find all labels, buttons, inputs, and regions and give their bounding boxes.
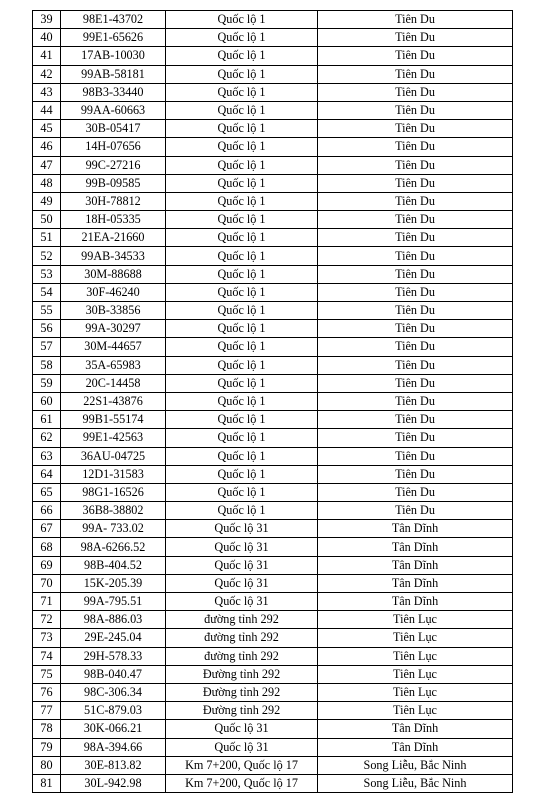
road-cell: Quốc lộ 31: [166, 574, 318, 592]
table-row: [33, 283, 513, 301]
road-cell: Quốc lộ 1: [166, 47, 318, 65]
table-row: [33, 211, 513, 229]
road-cell: Quốc lộ 1: [166, 174, 318, 192]
road-cell: Quốc lộ 1: [166, 138, 318, 156]
license-plate-cell: 99AB-34533: [61, 247, 166, 265]
table-row: [33, 101, 513, 119]
row-number-cell: 67: [33, 520, 61, 538]
road-cell: Quốc lộ 1: [166, 11, 318, 29]
row-number-cell: 77: [33, 702, 61, 720]
license-plate-cell: 30K-066.21: [61, 720, 166, 738]
table-row: [33, 629, 513, 647]
location-cell: Tiên Du: [318, 483, 513, 501]
road-cell: Quốc lộ 1: [166, 283, 318, 301]
table-row: [33, 756, 513, 774]
license-plate-cell: 30H-78812: [61, 192, 166, 210]
license-plate-cell: 99E1-65626: [61, 29, 166, 47]
location-cell: Tân Dĩnh: [318, 720, 513, 738]
row-number-cell: 42: [33, 65, 61, 83]
location-cell: Tiên Du: [318, 211, 513, 229]
row-number-cell: 58: [33, 356, 61, 374]
road-cell: Quốc lộ 31: [166, 593, 318, 611]
row-number-cell: 73: [33, 629, 61, 647]
table-row: [33, 429, 513, 447]
road-cell: Quốc lộ 1: [166, 302, 318, 320]
table-row: [33, 356, 513, 374]
row-number-cell: 51: [33, 229, 61, 247]
location-cell: Tiên Du: [318, 65, 513, 83]
location-cell: Tiên Du: [318, 83, 513, 101]
row-number-cell: 68: [33, 538, 61, 556]
license-plate-cell: 98A-886.03: [61, 611, 166, 629]
location-cell: Tiên Du: [318, 101, 513, 119]
table-row: [33, 156, 513, 174]
license-plate-cell: 99AA-60663: [61, 101, 166, 119]
table-row: [33, 83, 513, 101]
license-plate-cell: 99E1-42563: [61, 429, 166, 447]
road-cell: Đường tỉnh 292: [166, 683, 318, 701]
license-plate-cell: 98A-6266.52: [61, 538, 166, 556]
license-plate-cell: 98B-404.52: [61, 556, 166, 574]
row-number-cell: 70: [33, 574, 61, 592]
table-row: [33, 138, 513, 156]
table-body: [33, 11, 513, 793]
location-cell: Tiên Du: [318, 465, 513, 483]
license-plate-cell: 30M-44657: [61, 338, 166, 356]
road-cell: Quốc lộ 31: [166, 738, 318, 756]
table-row: [33, 65, 513, 83]
road-cell: Quốc lộ 1: [166, 101, 318, 119]
road-cell: đường tỉnh 292: [166, 611, 318, 629]
row-number-cell: 75: [33, 665, 61, 683]
road-cell: đường tỉnh 292: [166, 629, 318, 647]
license-plate-cell: 98C-306.34: [61, 683, 166, 701]
road-cell: Km 7+200, Quốc lộ 17: [166, 774, 318, 792]
location-cell: Tân Dĩnh: [318, 520, 513, 538]
location-cell: Tiên Du: [318, 192, 513, 210]
table-row: [33, 374, 513, 392]
license-plate-cell: 99AB-58181: [61, 65, 166, 83]
license-plate-cell: 17AB-10030: [61, 47, 166, 65]
table-row: [33, 192, 513, 210]
table-row: [33, 229, 513, 247]
license-plate-cell: 12D1-31583: [61, 465, 166, 483]
license-plate-cell: 30F-46240: [61, 283, 166, 301]
license-plate-cell: 18H-05335: [61, 211, 166, 229]
location-cell: Tiên Du: [318, 265, 513, 283]
table-row: [33, 483, 513, 501]
row-number-cell: 71: [33, 593, 61, 611]
location-cell: Song Liễu, Bắc Ninh: [318, 756, 513, 774]
row-number-cell: 60: [33, 392, 61, 410]
row-number-cell: 61: [33, 411, 61, 429]
road-cell: Quốc lộ 1: [166, 265, 318, 283]
license-plate-cell: 14H-07656: [61, 138, 166, 156]
table-row: [33, 502, 513, 520]
row-number-cell: 65: [33, 483, 61, 501]
road-cell: Quốc lộ 31: [166, 556, 318, 574]
license-plate-cell: 51C-879.03: [61, 702, 166, 720]
row-number-cell: 43: [33, 83, 61, 101]
road-cell: Quốc lộ 1: [166, 502, 318, 520]
road-cell: Quốc lộ 1: [166, 247, 318, 265]
table-row: [33, 611, 513, 629]
location-cell: Tiên Du: [318, 229, 513, 247]
road-cell: Quốc lộ 1: [166, 392, 318, 410]
license-plate-cell: 99B-09585: [61, 174, 166, 192]
road-cell: Quốc lộ 1: [166, 65, 318, 83]
license-plate-cell: 35A-65983: [61, 356, 166, 374]
location-cell: Song Liễu, Bắc Ninh: [318, 774, 513, 792]
row-number-cell: 45: [33, 120, 61, 138]
road-cell: Quốc lộ 31: [166, 720, 318, 738]
road-cell: Quốc lộ 1: [166, 83, 318, 101]
row-number-cell: 44: [33, 101, 61, 119]
table-row: [33, 338, 513, 356]
license-plate-cell: 22S1-43876: [61, 392, 166, 410]
road-cell: Quốc lộ 1: [166, 156, 318, 174]
road-cell: đường tỉnh 292: [166, 647, 318, 665]
location-cell: Tiên Du: [318, 47, 513, 65]
table-row: [33, 302, 513, 320]
location-cell: Tân Dĩnh: [318, 738, 513, 756]
location-cell: Tân Dĩnh: [318, 556, 513, 574]
road-cell: Quốc lộ 1: [166, 447, 318, 465]
table-row: [33, 647, 513, 665]
location-cell: Tiên Lục: [318, 702, 513, 720]
license-plate-cell: 30E-813.82: [61, 756, 166, 774]
road-cell: Quốc lộ 1: [166, 211, 318, 229]
row-number-cell: 48: [33, 174, 61, 192]
road-cell: Đường tỉnh 292: [166, 702, 318, 720]
table-row: [33, 174, 513, 192]
row-number-cell: 78: [33, 720, 61, 738]
table-row: [33, 392, 513, 410]
table-row: [33, 665, 513, 683]
license-plate-cell: 98E1-43702: [61, 11, 166, 29]
row-number-cell: 79: [33, 738, 61, 756]
table-row: [33, 11, 513, 29]
road-cell: Quốc lộ 1: [166, 338, 318, 356]
row-number-cell: 69: [33, 556, 61, 574]
road-cell: Quốc lộ 31: [166, 520, 318, 538]
license-plate-cell: 99A- 733.02: [61, 520, 166, 538]
row-number-cell: 57: [33, 338, 61, 356]
road-cell: Km 7+200, Quốc lộ 17: [166, 756, 318, 774]
location-cell: Tiên Du: [318, 320, 513, 338]
row-number-cell: 41: [33, 47, 61, 65]
table-row: [33, 247, 513, 265]
table-row: [33, 702, 513, 720]
row-number-cell: 52: [33, 247, 61, 265]
location-cell: Tiên Du: [318, 374, 513, 392]
table-row: [33, 556, 513, 574]
row-number-cell: 55: [33, 302, 61, 320]
license-plate-cell: 99A-30297: [61, 320, 166, 338]
table-row: [33, 520, 513, 538]
row-number-cell: 81: [33, 774, 61, 792]
location-cell: Tiên Du: [318, 283, 513, 301]
road-cell: Quốc lộ 1: [166, 29, 318, 47]
location-cell: Tiên Du: [318, 156, 513, 174]
table-row: [33, 774, 513, 792]
table-row: [33, 720, 513, 738]
license-plate-cell: 21EA-21660: [61, 229, 166, 247]
row-number-cell: 54: [33, 283, 61, 301]
location-cell: Tiên Du: [318, 29, 513, 47]
road-cell: Quốc lộ 1: [166, 429, 318, 447]
location-cell: Tiên Lục: [318, 683, 513, 701]
table-row: [33, 593, 513, 611]
license-plate-cell: 29H-578.33: [61, 647, 166, 665]
location-cell: Tiên Du: [318, 502, 513, 520]
road-cell: Quốc lộ 1: [166, 356, 318, 374]
location-cell: Tiên Du: [318, 429, 513, 447]
row-number-cell: 66: [33, 502, 61, 520]
road-cell: Quốc lộ 1: [166, 120, 318, 138]
road-cell: Quốc lộ 1: [166, 411, 318, 429]
license-plate-cell: 98G1-16526: [61, 483, 166, 501]
road-cell: Quốc lộ 1: [166, 192, 318, 210]
table-row: [33, 538, 513, 556]
location-cell: Tiên Du: [318, 11, 513, 29]
row-number-cell: 72: [33, 611, 61, 629]
table-row: [33, 683, 513, 701]
violation-table: [32, 10, 513, 793]
table-row: [33, 265, 513, 283]
table-row: [33, 320, 513, 338]
license-plate-cell: 30L-942.98: [61, 774, 166, 792]
license-plate-cell: 98B3-33440: [61, 83, 166, 101]
location-cell: Tân Dĩnh: [318, 593, 513, 611]
location-cell: Tiên Du: [318, 411, 513, 429]
road-cell: Quốc lộ 1: [166, 483, 318, 501]
row-number-cell: 80: [33, 756, 61, 774]
location-cell: Tiên Du: [318, 120, 513, 138]
table-row: [33, 47, 513, 65]
location-cell: Tiên Lục: [318, 629, 513, 647]
location-cell: Tiên Du: [318, 138, 513, 156]
location-cell: Tiên Du: [318, 247, 513, 265]
row-number-cell: 46: [33, 138, 61, 156]
license-plate-cell: 29E-245.04: [61, 629, 166, 647]
license-plate-cell: 99B1-55174: [61, 411, 166, 429]
location-cell: Tiên Du: [318, 338, 513, 356]
road-cell: Quốc lộ 1: [166, 374, 318, 392]
row-number-cell: 56: [33, 320, 61, 338]
location-cell: Tiên Lục: [318, 665, 513, 683]
license-plate-cell: 30B-05417: [61, 120, 166, 138]
table-row: [33, 465, 513, 483]
table-row: [33, 29, 513, 47]
row-number-cell: 76: [33, 683, 61, 701]
location-cell: Tiên Du: [318, 447, 513, 465]
table-row: [33, 120, 513, 138]
license-plate-cell: 99C-27216: [61, 156, 166, 174]
row-number-cell: 47: [33, 156, 61, 174]
location-cell: Tiên Du: [318, 392, 513, 410]
location-cell: Tiên Du: [318, 302, 513, 320]
road-cell: Quốc lộ 31: [166, 538, 318, 556]
table-row: [33, 738, 513, 756]
location-cell: Tiên Du: [318, 356, 513, 374]
license-plate-cell: 99A-795.51: [61, 593, 166, 611]
row-number-cell: 74: [33, 647, 61, 665]
location-cell: Tiên Lục: [318, 611, 513, 629]
row-number-cell: 40: [33, 29, 61, 47]
row-number-cell: 62: [33, 429, 61, 447]
road-cell: Quốc lộ 1: [166, 229, 318, 247]
location-cell: Tiên Lục: [318, 647, 513, 665]
table-row: [33, 447, 513, 465]
row-number-cell: 39: [33, 11, 61, 29]
license-plate-cell: 15K-205.39: [61, 574, 166, 592]
row-number-cell: 59: [33, 374, 61, 392]
location-cell: Tân Dĩnh: [318, 574, 513, 592]
license-plate-cell: 36B8-38802: [61, 502, 166, 520]
table-row: [33, 411, 513, 429]
row-number-cell: 50: [33, 211, 61, 229]
road-cell: Quốc lộ 1: [166, 465, 318, 483]
row-number-cell: 53: [33, 265, 61, 283]
row-number-cell: 63: [33, 447, 61, 465]
row-number-cell: 49: [33, 192, 61, 210]
road-cell: Đường tỉnh 292: [166, 665, 318, 683]
row-number-cell: 64: [33, 465, 61, 483]
license-plate-cell: 98A-394.66: [61, 738, 166, 756]
road-cell: Quốc lộ 1: [166, 320, 318, 338]
location-cell: Tân Dĩnh: [318, 538, 513, 556]
license-plate-cell: 36AU-04725: [61, 447, 166, 465]
table-row: [33, 574, 513, 592]
license-plate-cell: 98B-040.47: [61, 665, 166, 683]
license-plate-cell: 30B-33856: [61, 302, 166, 320]
location-cell: Tiên Du: [318, 174, 513, 192]
license-plate-cell: 20C-14458: [61, 374, 166, 392]
license-plate-cell: 30M-88688: [61, 265, 166, 283]
